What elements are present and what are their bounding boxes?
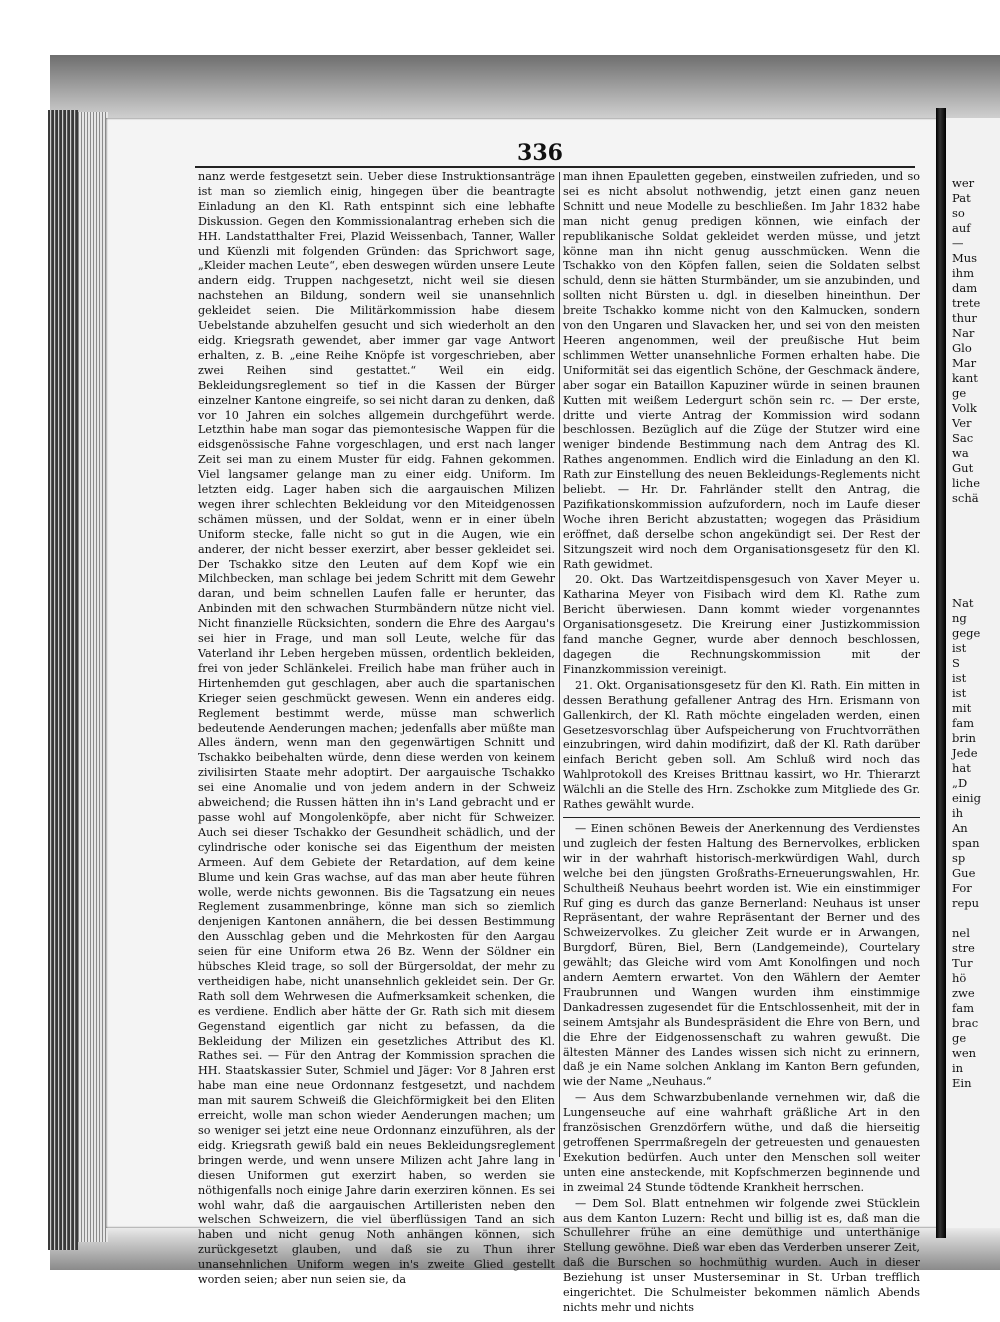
adjacent-page-line: fam (952, 1001, 975, 1015)
adjacent-page-line (952, 566, 1000, 581)
adjacent-page-line: hö (952, 971, 967, 985)
paragraph: man ihnen Epauletten gegeben, einstweilen zufrieden, und so sei es nicht absolut nothwendig, jetzt einen ganz neuen Schnitt und neue Modelle zu beschließen. Im Jahr 1832 habe man nicht genug predigen können, wie einfach der republikanische Soldat gekleidet werden müsse, und jetzt könne man ihn nicht genug ausschmücken. Wenn die Tschakko von den Köpfen fallen, seien die Soldaten selbst schuld, denn sie hätten Sturmbänder, um sie anzubinden, und sollten nicht Bürsten u. dgl. in dieselben hineinthun. Der breite Tschakko komme nicht von den Kalmucken, sondern von den Ungaren und Slavacken her, und sei von den meisten Heeren angenommen, weil der preußische Hut beim schlimmen Wetter unansehnliche Formen erhalten habe. Die Uniformität sei das eigentlich Schöne, der Geschmack ändere, aber sogar ein Bataillon Kapuziner würde in seinen braunen Kutten mit weißem Ledergurt schön sein rc. — Der erste, dritte und vierte Antrag der Kommission wird sodann beschlossen. Bezüglich auf die Züge der Stutzer wird eine weniger bindende Bestimmung nach dem Antrag des Kl. Rathes angenommen. Endlich wird die Einladung an den Kl. Rath zur Einstellung des neuen Bekleidungs-Reglements nicht beliebt. — Hr. Dr. Fahrländer stellt den Antrag, die Pazifikationskommission aufzufordern, noch im Laufe dieser Woche ihren Bericht abzustatten; wogegen das Präsidium eröffnet, daß derselbe schon angekündigt sei. Der Rest der Sitzungszeit wird noch dem Organisationsgesetz für den Kl. Rath gewidmet. (563, 170, 920, 571)
adjacent-page (946, 118, 1000, 1228)
adjacent-page-text (952, 176, 1000, 1091)
book-gutter (936, 108, 946, 1238)
adjacent-page-line: An (952, 821, 968, 835)
adjacent-page-line: auf (952, 221, 971, 235)
adjacent-page-line: Mar (952, 356, 977, 370)
adjacent-page-line: dam (952, 281, 978, 295)
paragraph: 21. Okt. Organisationsgesetz für den Kl. Rath. Ein mitten in dessen Berathung gefallener Antrag des Hrn. Erismann von Gallenkirch, der Kl. Rath möchte eingeladen werden, einen Gesetzesvorschlag über Aufspeicherung von Fruchtvorräthen einzubringen, wird dahin modifizirt, daß der Kl. Rath darüber einfach Bericht geben soll. Am Schluß wird noch das Wahlprotokoll des Kreises Brittnau kassirt, wo Hr. Thierarzt Wälchli an die Stelle des Hrn. Zschokke zum Mitgliede des Gr. Rathes gewählt wurde. (563, 678, 920, 812)
adjacent-page-line: hat (952, 761, 971, 775)
adjacent-page-line: Gue (952, 866, 976, 880)
adjacent-page-line: gege (952, 626, 981, 640)
adjacent-page-line (952, 506, 1000, 521)
adjacent-page-line: repu (952, 896, 980, 910)
adjacent-page-line: Gut (952, 461, 974, 475)
news-item: — Aus dem Schwarzbubenlande vernehmen wir, daß die Lungenseuche auf eine wahrhaft gräßliche Art in den französischen Grenzdörfern wüthe, und daß die hierseitig getroffenen Sperrmaßregeln der getreuesten und genauesten Exekution bedürfen. Auch unter den Menschen soll weiter unten eine ansteckende, mit Kopfschmerzen beginnende und in zweimal 24 Stunde tödtende Krankheit herrschen. (563, 1091, 920, 1194)
adjacent-page-line: ist (952, 671, 967, 685)
adjacent-page-line: schä (952, 491, 979, 505)
page-number: 336 (517, 140, 563, 166)
adjacent-page-line: wer (952, 176, 975, 190)
adjacent-page-line: Sac (952, 431, 974, 445)
adjacent-page-line: liche (952, 476, 981, 490)
adjacent-page-line (952, 551, 1000, 566)
adjacent-page-line: Mus (952, 251, 978, 265)
adjacent-page-line: ihm (952, 266, 974, 280)
adjacent-page-line: ist (952, 641, 967, 655)
adjacent-page-line: Nar (952, 326, 975, 340)
adjacent-page-line: wa (952, 446, 969, 460)
adjacent-page-line: zwe (952, 986, 975, 1000)
adjacent-page-line (952, 521, 1000, 536)
adjacent-page-line: in (952, 1061, 964, 1075)
adjacent-page-line: trete (952, 296, 981, 310)
adjacent-page-line: S (952, 656, 960, 670)
adjacent-page-line: For (952, 881, 972, 895)
adjacent-page-line: ge (952, 1031, 967, 1045)
right-column (563, 170, 920, 1317)
adjacent-page-line: nel (952, 926, 970, 940)
page-fold (78, 112, 108, 1242)
adjacent-page-line: Ein (952, 1076, 972, 1090)
adjacent-page-line: „D (952, 776, 968, 790)
adjacent-page-line: so (952, 206, 965, 220)
paragraph: 20. Okt. Das Wartzeitdispensgesuch von Xaver Meyer u. Katharina Meyer von Fisibach wird dem Kl. Rathe zum Bericht überwiesen. Dann kommt wieder vorgenanntes Organisationsgesetz. Die Kreirung einer Justizkommission fand manche Gegner, wurde aber dennoch beschlossen, dagegen die Rechnungskommission mit der Finanzkommission vereinigt. (563, 573, 920, 676)
adjacent-page-line (952, 581, 1000, 596)
adjacent-page-line: Tur (952, 956, 973, 970)
paragraph: nanz werde festgesetzt sein. Ueber diese Instruktionsanträge ist man so ziemlich einig, hingegen über die beantragte Einladung an den Kl. Rath entspinnt sich eine lebhafte Diskussion. Gegen den Kommissionalantrag erheben sich die HH. Landstatthalter Frei, Plazid Weissenbach, Tanner, Waller und Küenzli mit folgenden Gründen: das Sprichwort sage, „Kleider machen Leute“, eben deswegen würden unsere Leute andern eidg. Truppen nachgesetzt, nicht weil sie diesen nachstehen an Bildung, sondern weil sie unansehnlich gekleidet seien. Die Militärkommission habe diesem Uebelstande abzuhelfen gesucht und sich wiederholt an den eidg. Kriegsrath gewendet, aber immer gar vage Antwort erhalten, z. B. „eine Reihe Knöpfe ist vorgeschrieben, aber zwei Reihen sind gestattet.“ Weil ein eidg. Bekleidungsreglement so tief in die Kassen der Bürger einzelner Kantone eingreife, so sei nicht daran zu denken, daß vor 10 Jahren ein solches allgemein durchgeführt werde. Letzthin habe man sogar das piemontesische Wappen für die eidsgenössische Fahne vorgeschlagen, und erst nach langer Zeit sei man zu einem Muster für eidg. Fahnen gekommen. Viel langsamer gelange man zu einer eidg. Uniform. Im letzten eidg. Lager haben sich die aargauischen Milizen wegen ihrer schlechten Bekleidung vor den Miteidgenossen schämen müssen, und der Soldat, wenn er in einer übeln Uniform stecke, falle nicht so gut in die Augen, wie ein anderer, der nicht besser exerzirt, aber besser gekleidet sei. Der Tschakko sitze den Leuten auf dem Kopf wie ein Milchbecken, man schlage bei jedem Schritt mit dem Gewehr daran, und beim schnellen Laufen falle er herunter, das Anbinden mit den schwachen Sturmbändern nütze nicht viel. Nicht finanzielle Rücksichten, sondern die Ehre des Aargau's sei hier in Frage, und man soll Leute, welche für das Vaterland ihr Leben hergeben müssen, ordentlich bekleiden, frei von jeder Schlänkelei. Freilich habe man früher auch in Hirtenhemden gut geschlagen, aber auch die spartanischen Krieger seien geschmückt gewesen. Wenn ein anderes eidg. Reglement bestimmt werde, müsse man schwerlich bedeutende Aenderungen machen; jedenfalls aber müßte man Alles ändern, wenn man den gegenwärtigen Schnitt und Tschakko beibehalten würde, denn diese werden von keinem zivilisirten Staate mehr adoptirt. Der aargauische Tschakko sei eine Anomalie und von jedem andern in der Schweiz abweichend; die Russen hätten ihn in's Land gebracht und er passe wohl auf Mongolenköpfe, aber nicht für Schweizer. Auch sei dieser Tschakko der Gesundheit schädlich, und der cylindrische oder konische sei das Eigenthum der meisten Armeen. Auf dem Gebiete der Retardation, auf dem keine Blume und kein Gras wachse, auf das man aber heute führen wolle, werde nichts gewonnen. Bis die Tagsatzung ein neues Reglement zusammenbringe, könne man sich so ziemlich denjenigen Kantonen annähern, die bei dessen Bestimmung den Ausschlag geben und die Mehrkosten für den Aargau seien für eine Uniform etwa 26 Bz. Wenn der Söldner ein hübsches Kleid trage, so soll der Bürgersoldat, der mehr zu vertheidigen habe, nicht unansehnlich gekleidet sein. Der Gr. Rath soll dem Wehrwesen die Aufmerksamkeit schenken, die es verdiene. Endlich aber hätte der Gr. Rath sich mit diesem Gegenstand eigentlich gar nicht zu befassen, da die Bekleidung der Milizen ein gesetzliches Attribut des Kl. Rathes sei. — Für den Antrag der Kommission sprachen die HH. Staatskassier Suter, Schmiel und Jäger: Vor 8 Jahren erst habe man eine neue Ordonnanz festgesetzt, und nachdem man mit saurem Schweiß die Gleichförmigkeit bei den Eliten erreicht, wolle man schon wieder Aenderungen machen; um so weniger sei jetzt eine neue Ordonnanz einzuführen, als der eidg. Kriegsrath gewiß bald ein neues Bekleidungsreglement bringen werde, und wenn unsere Milizen acht Jahre lang in diesen Uniformen gut exerzirt haben, so werden sie nöthigenfalls noch einige Jahre darin exerziren können. Es sei wohl wahr, daß die aargauischen Artilleristen neben den welschen Schweizern, die viel überflüssigen Tand an sich haben und nicht genug Noth anhängen können, sich zurückgesetzt glauben, und daß sie zu Thun ihrer unansehnlichen Uniform wegen in's zweite Glied gestellt worden seien; aber nun seien sie, da (198, 170, 555, 1287)
adjacent-page-line: kant (952, 371, 978, 385)
adjacent-page-line: Volk (952, 401, 977, 415)
news-item: — Einen schönen Beweis der Anerkennung des Verdienstes und zugleich der festen Haltung des Bernervolkes, erblicken wir in der wahrhaft historisch-merkwürdigen Wahl, durch welche bei den jüngsten Großraths-Erneuerungswahlen, Hr. Schultheiß Neuhaus beehrt worden ist. Wie ein einstimmiger Ruf ging es durch das ganze Bernerland: Neuhaus ist unser Repräsentant, der wahre Repräsentant der Berner und des Schweizervolkes. Zu gleicher Zeit wurde er in Arwangen, Burgdorf, Büren, Biel, Bern (Landgemeinde), Courtelary gewählt; das Gleiche wird vom Amt Konolfingen und noch andern Aemtern erwartet. Von den Wählern der Aemter Fraubrunnen und Wangen wurden ihm einstimmige Dankadressen zugesendet für die Entschlossenheit, mit der in seinem Amtsjahr als Bundespräsident die Ehre von Bern, und die Ehre der Eidgenossenschaft zu wahren gewußt. Die ältesten Männer des Landes wissen sich nicht zu erinnern, daß je ein Name solchen Anklang im Kanton Bern gefunden, wie der Name „Neuhaus.“ (563, 821, 920, 1089)
adjacent-page-line (952, 536, 1000, 551)
adjacent-page-line: brin (952, 731, 976, 745)
adjacent-page-line: Jede (952, 746, 978, 760)
adjacent-page-line: wen (952, 1046, 977, 1060)
adjacent-page-line: brac (952, 1016, 979, 1030)
adjacent-page-line: ih (952, 806, 964, 820)
left-column (198, 170, 555, 1289)
adjacent-page-line: ist (952, 686, 967, 700)
news-item: — Dem Sol. Blatt entnehmen wir folgende zwei Stücklein aus dem Kanton Luzern: Recht und billig ist es, daß man die Schullehrer frühe an eine demüthige und unterthänige Stellung gewöhne. Dieß war eben das Verderben unserer Zeit, daß die Burschen so hochmüthig wurden. Auch in dieser Beziehung ist unser Musterseminar in St. Urban trefflich eingerichtet. Die Schulmeister bekommen nämlich Abends nichts mehr und nichts (563, 1196, 920, 1314)
adjacent-page-line: fam (952, 716, 975, 730)
column-divider (559, 172, 560, 1157)
adjacent-page-line: Pat (952, 191, 971, 205)
adjacent-page-line: sp (952, 851, 966, 865)
adjacent-page-line: Ver (952, 416, 972, 430)
adjacent-page-line: span (952, 836, 980, 850)
adjacent-page-line: Nat (952, 596, 974, 610)
adjacent-page-line: stre (952, 941, 975, 955)
adjacent-page-line: — (952, 236, 964, 250)
adjacent-page-line: mit (952, 701, 972, 715)
adjacent-page-line: Glo (952, 341, 972, 355)
adjacent-page-line (952, 911, 1000, 926)
adjacent-page-line: thur (952, 311, 977, 325)
adjacent-page-line: einig (952, 791, 981, 805)
section-rule (563, 817, 920, 818)
adjacent-page-line: ge (952, 386, 967, 400)
header-rule (195, 166, 915, 168)
adjacent-page-line: ng (952, 611, 967, 625)
book-page-edges (48, 110, 78, 1250)
